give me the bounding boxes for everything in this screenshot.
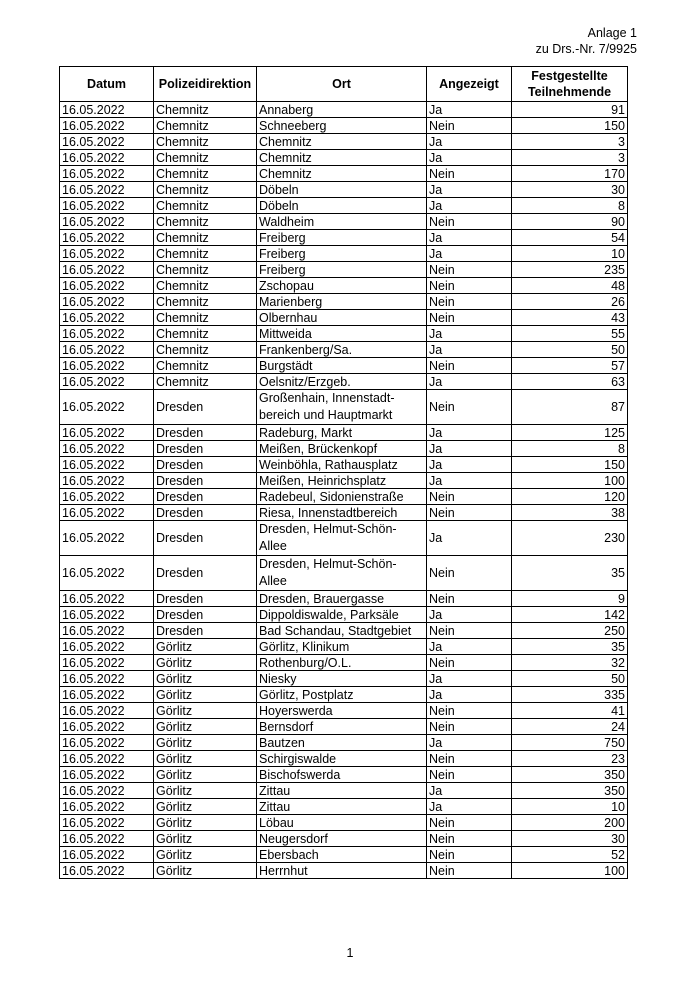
column-header-angezeigt: Angezeigt [427, 67, 512, 102]
column-header-ort: Ort [257, 67, 427, 102]
cell-polizeidirektion: Görlitz [154, 847, 257, 863]
table-row [60, 655, 628, 671]
cell-teilnehmende: 30 [512, 182, 628, 198]
cell-datum: 16.05.2022 [60, 150, 154, 166]
cell-datum: 16.05.2022 [60, 278, 154, 294]
cell-datum: 16.05.2022 [60, 102, 154, 118]
cell-datum: 16.05.2022 [60, 591, 154, 607]
table-row [60, 342, 628, 358]
table-row [60, 521, 628, 556]
cell-teilnehmende: 32 [512, 655, 628, 671]
cell-angezeigt: Nein [427, 294, 512, 310]
cell-polizeidirektion: Chemnitz [154, 294, 257, 310]
cell-polizeidirektion: Görlitz [154, 751, 257, 767]
cell-polizeidirektion: Chemnitz [154, 326, 257, 342]
cell-teilnehmende: 63 [512, 374, 628, 390]
table-row [60, 556, 628, 591]
cell-teilnehmende: 150 [512, 118, 628, 134]
cell-angezeigt: Nein [427, 815, 512, 831]
cell-datum: 16.05.2022 [60, 751, 154, 767]
cell-angezeigt: Nein [427, 278, 512, 294]
cell-teilnehmende: 54 [512, 230, 628, 246]
cell-polizeidirektion: Dresden [154, 505, 257, 521]
cell-datum: 16.05.2022 [60, 473, 154, 489]
cell-datum: 16.05.2022 [60, 342, 154, 358]
cell-datum: 16.05.2022 [60, 198, 154, 214]
cell-datum: 16.05.2022 [60, 374, 154, 390]
cell-polizeidirektion: Chemnitz [154, 230, 257, 246]
cell-polizeidirektion: Dresden [154, 607, 257, 623]
cell-datum: 16.05.2022 [60, 863, 154, 879]
cell-datum: 16.05.2022 [60, 815, 154, 831]
table-row [60, 166, 628, 182]
cell-angezeigt: Ja [427, 639, 512, 655]
cell-ort: Dippoldiswalde, Parksäle [257, 607, 427, 623]
cell-datum: 16.05.2022 [60, 521, 154, 556]
cell-datum: 16.05.2022 [60, 623, 154, 639]
cell-angezeigt: Ja [427, 374, 512, 390]
table-row [60, 246, 628, 262]
cell-datum: 16.05.2022 [60, 182, 154, 198]
cell-teilnehmende: 35 [512, 639, 628, 655]
cell-datum: 16.05.2022 [60, 831, 154, 847]
cell-teilnehmende: 87 [512, 390, 628, 425]
cell-polizeidirektion: Chemnitz [154, 182, 257, 198]
cell-datum: 16.05.2022 [60, 230, 154, 246]
cell-angezeigt: Nein [427, 390, 512, 425]
cell-angezeigt: Nein [427, 166, 512, 182]
table-row [60, 489, 628, 505]
cell-polizeidirektion: Dresden [154, 521, 257, 556]
cell-ort: Bernsdorf [257, 719, 427, 735]
table-row [60, 358, 628, 374]
cell-teilnehmende: 48 [512, 278, 628, 294]
cell-angezeigt: Nein [427, 214, 512, 230]
cell-teilnehmende: 23 [512, 751, 628, 767]
cell-angezeigt: Ja [427, 342, 512, 358]
table-row [60, 441, 628, 457]
cell-polizeidirektion: Chemnitz [154, 278, 257, 294]
cell-ort: Neugersdorf [257, 831, 427, 847]
cell-ort: Görlitz, Klinikum [257, 639, 427, 655]
cell-polizeidirektion: Chemnitz [154, 310, 257, 326]
attachment-note [536, 25, 637, 57]
table-row [60, 623, 628, 639]
cell-datum: 16.05.2022 [60, 390, 154, 425]
cell-polizeidirektion: Dresden [154, 457, 257, 473]
cell-ort: Chemnitz [257, 150, 427, 166]
cell-polizeidirektion: Chemnitz [154, 342, 257, 358]
cell-datum: 16.05.2022 [60, 505, 154, 521]
cell-datum: 16.05.2022 [60, 310, 154, 326]
cell-polizeidirektion: Görlitz [154, 639, 257, 655]
cell-angezeigt: Ja [427, 735, 512, 751]
cell-polizeidirektion: Görlitz [154, 831, 257, 847]
table-row [60, 473, 628, 489]
cell-polizeidirektion: Görlitz [154, 703, 257, 719]
page-number: 1 [346, 946, 354, 960]
table-row [60, 326, 628, 342]
cell-ort: Zittau [257, 799, 427, 815]
cell-ort: Olbernhau [257, 310, 427, 326]
cell-angezeigt: Ja [427, 425, 512, 441]
cell-teilnehmende: 10 [512, 799, 628, 815]
cell-polizeidirektion: Chemnitz [154, 358, 257, 374]
cell-polizeidirektion: Görlitz [154, 719, 257, 735]
table-row [60, 198, 628, 214]
cell-datum: 16.05.2022 [60, 735, 154, 751]
cell-datum: 16.05.2022 [60, 134, 154, 150]
cell-teilnehmende: 38 [512, 505, 628, 521]
cell-ort: Schneeberg [257, 118, 427, 134]
cell-teilnehmende: 170 [512, 166, 628, 182]
cell-teilnehmende: 100 [512, 863, 628, 879]
cell-angezeigt: Nein [427, 831, 512, 847]
cell-ort: Weinböhla, Rathausplatz [257, 457, 427, 473]
cell-polizeidirektion: Görlitz [154, 671, 257, 687]
table-row [60, 505, 628, 521]
cell-ort: Rothenburg/O.L. [257, 655, 427, 671]
table-row [60, 374, 628, 390]
table-row [60, 863, 628, 879]
cell-datum: 16.05.2022 [60, 425, 154, 441]
cell-polizeidirektion: Dresden [154, 473, 257, 489]
cell-polizeidirektion: Dresden [154, 489, 257, 505]
cell-angezeigt: Nein [427, 556, 512, 591]
cell-polizeidirektion: Chemnitz [154, 246, 257, 262]
cell-teilnehmende: 350 [512, 767, 628, 783]
cell-ort: Ebersbach [257, 847, 427, 863]
table-row [60, 767, 628, 783]
table-row [60, 390, 628, 425]
table-row [60, 687, 628, 703]
cell-polizeidirektion: Dresden [154, 591, 257, 607]
cell-datum: 16.05.2022 [60, 246, 154, 262]
cell-teilnehmende: 41 [512, 703, 628, 719]
column-header-datum: Datum [60, 67, 154, 102]
cell-polizeidirektion: Görlitz [154, 767, 257, 783]
cell-ort: Meißen, Brückenkopf [257, 441, 427, 457]
table-row [60, 294, 628, 310]
column-header-polizeidirektion: Polizeidirektion [154, 67, 257, 102]
cell-ort: Oelsnitz/Erzgeb. [257, 374, 427, 390]
table-row [60, 102, 628, 118]
table-row [60, 262, 628, 278]
cell-polizeidirektion: Dresden [154, 441, 257, 457]
cell-angezeigt: Ja [427, 246, 512, 262]
cell-datum: 16.05.2022 [60, 489, 154, 505]
table-row [60, 703, 628, 719]
cell-datum: 16.05.2022 [60, 214, 154, 230]
cell-ort: Döbeln [257, 198, 427, 214]
cell-angezeigt: Ja [427, 182, 512, 198]
cell-teilnehmende: 90 [512, 214, 628, 230]
cell-angezeigt: Nein [427, 767, 512, 783]
cell-teilnehmende: 125 [512, 425, 628, 441]
document-reference: zu Drs.-Nr. 7/9925 [535, 42, 637, 56]
cell-ort: Zschopau [257, 278, 427, 294]
cell-ort: Dresden, Brauergasse [257, 591, 427, 607]
cell-ort: Chemnitz [257, 134, 427, 150]
cell-datum: 16.05.2022 [60, 262, 154, 278]
table-row [60, 735, 628, 751]
cell-angezeigt: Nein [427, 118, 512, 134]
cell-polizeidirektion: Görlitz [154, 863, 257, 879]
cell-polizeidirektion: Chemnitz [154, 118, 257, 134]
cell-polizeidirektion: Dresden [154, 556, 257, 591]
cell-teilnehmende: 235 [512, 262, 628, 278]
cell-ort: Dresden, Helmut-Schön-Allee [257, 556, 427, 591]
cell-angezeigt: Nein [427, 623, 512, 639]
cell-angezeigt: Nein [427, 655, 512, 671]
cell-polizeidirektion: Dresden [154, 425, 257, 441]
cell-angezeigt: Ja [427, 134, 512, 150]
cell-polizeidirektion: Görlitz [154, 687, 257, 703]
cell-angezeigt: Ja [427, 230, 512, 246]
cell-datum: 16.05.2022 [60, 607, 154, 623]
table-row [60, 425, 628, 441]
cell-datum: 16.05.2022 [60, 639, 154, 655]
cell-datum: 16.05.2022 [60, 294, 154, 310]
cell-angezeigt: Ja [427, 102, 512, 118]
cell-datum: 16.05.2022 [60, 687, 154, 703]
cell-teilnehmende: 350 [512, 783, 628, 799]
cell-ort: Zittau [257, 783, 427, 799]
cell-polizeidirektion: Chemnitz [154, 166, 257, 182]
cell-polizeidirektion: Chemnitz [154, 374, 257, 390]
cell-teilnehmende: 8 [512, 198, 628, 214]
cell-teilnehmende: 120 [512, 489, 628, 505]
cell-angezeigt: Nein [427, 847, 512, 863]
cell-datum: 16.05.2022 [60, 166, 154, 182]
cell-angezeigt: Ja [427, 326, 512, 342]
cell-polizeidirektion: Chemnitz [154, 102, 257, 118]
cell-angezeigt: Nein [427, 358, 512, 374]
cell-ort: Marienberg [257, 294, 427, 310]
cell-polizeidirektion: Dresden [154, 623, 257, 639]
cell-datum: 16.05.2022 [60, 441, 154, 457]
cell-ort: Dresden, Helmut-Schön-Allee [257, 521, 427, 556]
cell-teilnehmende: 230 [512, 521, 628, 556]
cell-ort: Radebeul, Sidonienstraße [257, 489, 427, 505]
table-row [60, 671, 628, 687]
cell-angezeigt: Ja [427, 687, 512, 703]
cell-polizeidirektion: Chemnitz [154, 262, 257, 278]
cell-teilnehmende: 200 [512, 815, 628, 831]
cell-ort: Riesa, Innenstadtbereich [257, 505, 427, 521]
cell-angezeigt: Nein [427, 591, 512, 607]
table-row [60, 214, 628, 230]
cell-teilnehmende: 43 [512, 310, 628, 326]
cell-ort: Herrnhut [257, 863, 427, 879]
cell-teilnehmende: 8 [512, 441, 628, 457]
cell-ort: Bischofswerda [257, 767, 427, 783]
cell-polizeidirektion: Görlitz [154, 799, 257, 815]
cell-teilnehmende: 30 [512, 831, 628, 847]
cell-datum: 16.05.2022 [60, 799, 154, 815]
cell-teilnehmende: 50 [512, 342, 628, 358]
table-row [60, 182, 628, 198]
table-row [60, 751, 628, 767]
cell-angezeigt: Nein [427, 719, 512, 735]
cell-datum: 16.05.2022 [60, 847, 154, 863]
cell-angezeigt: Ja [427, 799, 512, 815]
cell-ort: Löbau [257, 815, 427, 831]
cell-datum: 16.05.2022 [60, 655, 154, 671]
cell-polizeidirektion: Chemnitz [154, 214, 257, 230]
cell-ort: Bad Schandau, Stadtgebiet [257, 623, 427, 639]
cell-angezeigt: Ja [427, 198, 512, 214]
cell-ort: Waldheim [257, 214, 427, 230]
cell-datum: 16.05.2022 [60, 703, 154, 719]
cell-teilnehmende: 335 [512, 687, 628, 703]
cell-teilnehmende: 100 [512, 473, 628, 489]
table-row [60, 831, 628, 847]
table-row [60, 639, 628, 655]
cell-ort: Görlitz, Postplatz [257, 687, 427, 703]
cell-teilnehmende: 35 [512, 556, 628, 591]
cell-angezeigt: Ja [427, 441, 512, 457]
cell-ort: Radeburg, Markt [257, 425, 427, 441]
table-row [60, 607, 628, 623]
cell-angezeigt: Nein [427, 751, 512, 767]
cell-teilnehmende: 250 [512, 623, 628, 639]
cell-datum: 16.05.2022 [60, 719, 154, 735]
table-row [60, 278, 628, 294]
table-row [60, 134, 628, 150]
cell-ort: Bautzen [257, 735, 427, 751]
cell-teilnehmende: 150 [512, 457, 628, 473]
assembly-table [59, 66, 628, 879]
attachment-label: Anlage 1 [587, 26, 637, 40]
cell-polizeidirektion: Chemnitz [154, 134, 257, 150]
cell-polizeidirektion: Görlitz [154, 655, 257, 671]
cell-datum: 16.05.2022 [60, 457, 154, 473]
cell-teilnehmende: 55 [512, 326, 628, 342]
cell-ort: Mittweida [257, 326, 427, 342]
cell-teilnehmende: 3 [512, 134, 628, 150]
cell-angezeigt: Ja [427, 607, 512, 623]
cell-angezeigt: Nein [427, 863, 512, 879]
cell-polizeidirektion: Chemnitz [154, 198, 257, 214]
cell-ort: Freiberg [257, 262, 427, 278]
table-row [60, 230, 628, 246]
cell-angezeigt: Nein [427, 310, 512, 326]
cell-teilnehmende: 24 [512, 719, 628, 735]
table-row [60, 118, 628, 134]
cell-ort: Burgstädt [257, 358, 427, 374]
cell-ort: Chemnitz [257, 166, 427, 182]
cell-ort: Schirgiswalde [257, 751, 427, 767]
table-body [60, 102, 628, 879]
cell-teilnehmende: 3 [512, 150, 628, 166]
cell-angezeigt: Ja [427, 671, 512, 687]
cell-polizeidirektion: Görlitz [154, 815, 257, 831]
cell-angezeigt: Ja [427, 521, 512, 556]
cell-ort: Annaberg [257, 102, 427, 118]
cell-datum: 16.05.2022 [60, 118, 154, 134]
table-row [60, 783, 628, 799]
cell-teilnehmende: 142 [512, 607, 628, 623]
cell-teilnehmende: 10 [512, 246, 628, 262]
cell-ort: Freiberg [257, 246, 427, 262]
cell-polizeidirektion: Görlitz [154, 735, 257, 751]
cell-teilnehmende: 91 [512, 102, 628, 118]
cell-angezeigt: Nein [427, 505, 512, 521]
cell-angezeigt: Ja [427, 783, 512, 799]
cell-teilnehmende: 9 [512, 591, 628, 607]
cell-ort: Großenhain, Innenstadt-bereich und Hauptmarkt [257, 390, 427, 425]
cell-ort: Niesky [257, 671, 427, 687]
cell-angezeigt: Nein [427, 262, 512, 278]
cell-angezeigt: Ja [427, 457, 512, 473]
cell-datum: 16.05.2022 [60, 783, 154, 799]
cell-polizeidirektion: Chemnitz [154, 150, 257, 166]
cell-ort: Döbeln [257, 182, 427, 198]
table-row [60, 310, 628, 326]
table-row [60, 457, 628, 473]
cell-polizeidirektion: Dresden [154, 390, 257, 425]
cell-angezeigt: Nein [427, 489, 512, 505]
cell-datum: 16.05.2022 [60, 358, 154, 374]
cell-ort: Hoyerswerda [257, 703, 427, 719]
cell-datum: 16.05.2022 [60, 326, 154, 342]
cell-datum: 16.05.2022 [60, 556, 154, 591]
cell-polizeidirektion: Görlitz [154, 783, 257, 799]
table-row [60, 799, 628, 815]
cell-angezeigt: Ja [427, 150, 512, 166]
cell-ort: Meißen, Heinrichsplatz [257, 473, 427, 489]
table-row [60, 847, 628, 863]
cell-datum: 16.05.2022 [60, 671, 154, 687]
table-row [60, 591, 628, 607]
column-header-teilnehmende: Festgestellte Teilnehmende [512, 67, 628, 102]
cell-teilnehmende: 50 [512, 671, 628, 687]
cell-teilnehmende: 26 [512, 294, 628, 310]
cell-teilnehmende: 52 [512, 847, 628, 863]
table-row [60, 150, 628, 166]
cell-teilnehmende: 57 [512, 358, 628, 374]
table-row [60, 815, 628, 831]
cell-angezeigt: Ja [427, 473, 512, 489]
cell-datum: 16.05.2022 [60, 767, 154, 783]
table-row [60, 719, 628, 735]
table-header-row [60, 67, 628, 102]
cell-ort: Frankenberg/Sa. [257, 342, 427, 358]
cell-angezeigt: Nein [427, 703, 512, 719]
cell-teilnehmende: 750 [512, 735, 628, 751]
cell-ort: Freiberg [257, 230, 427, 246]
